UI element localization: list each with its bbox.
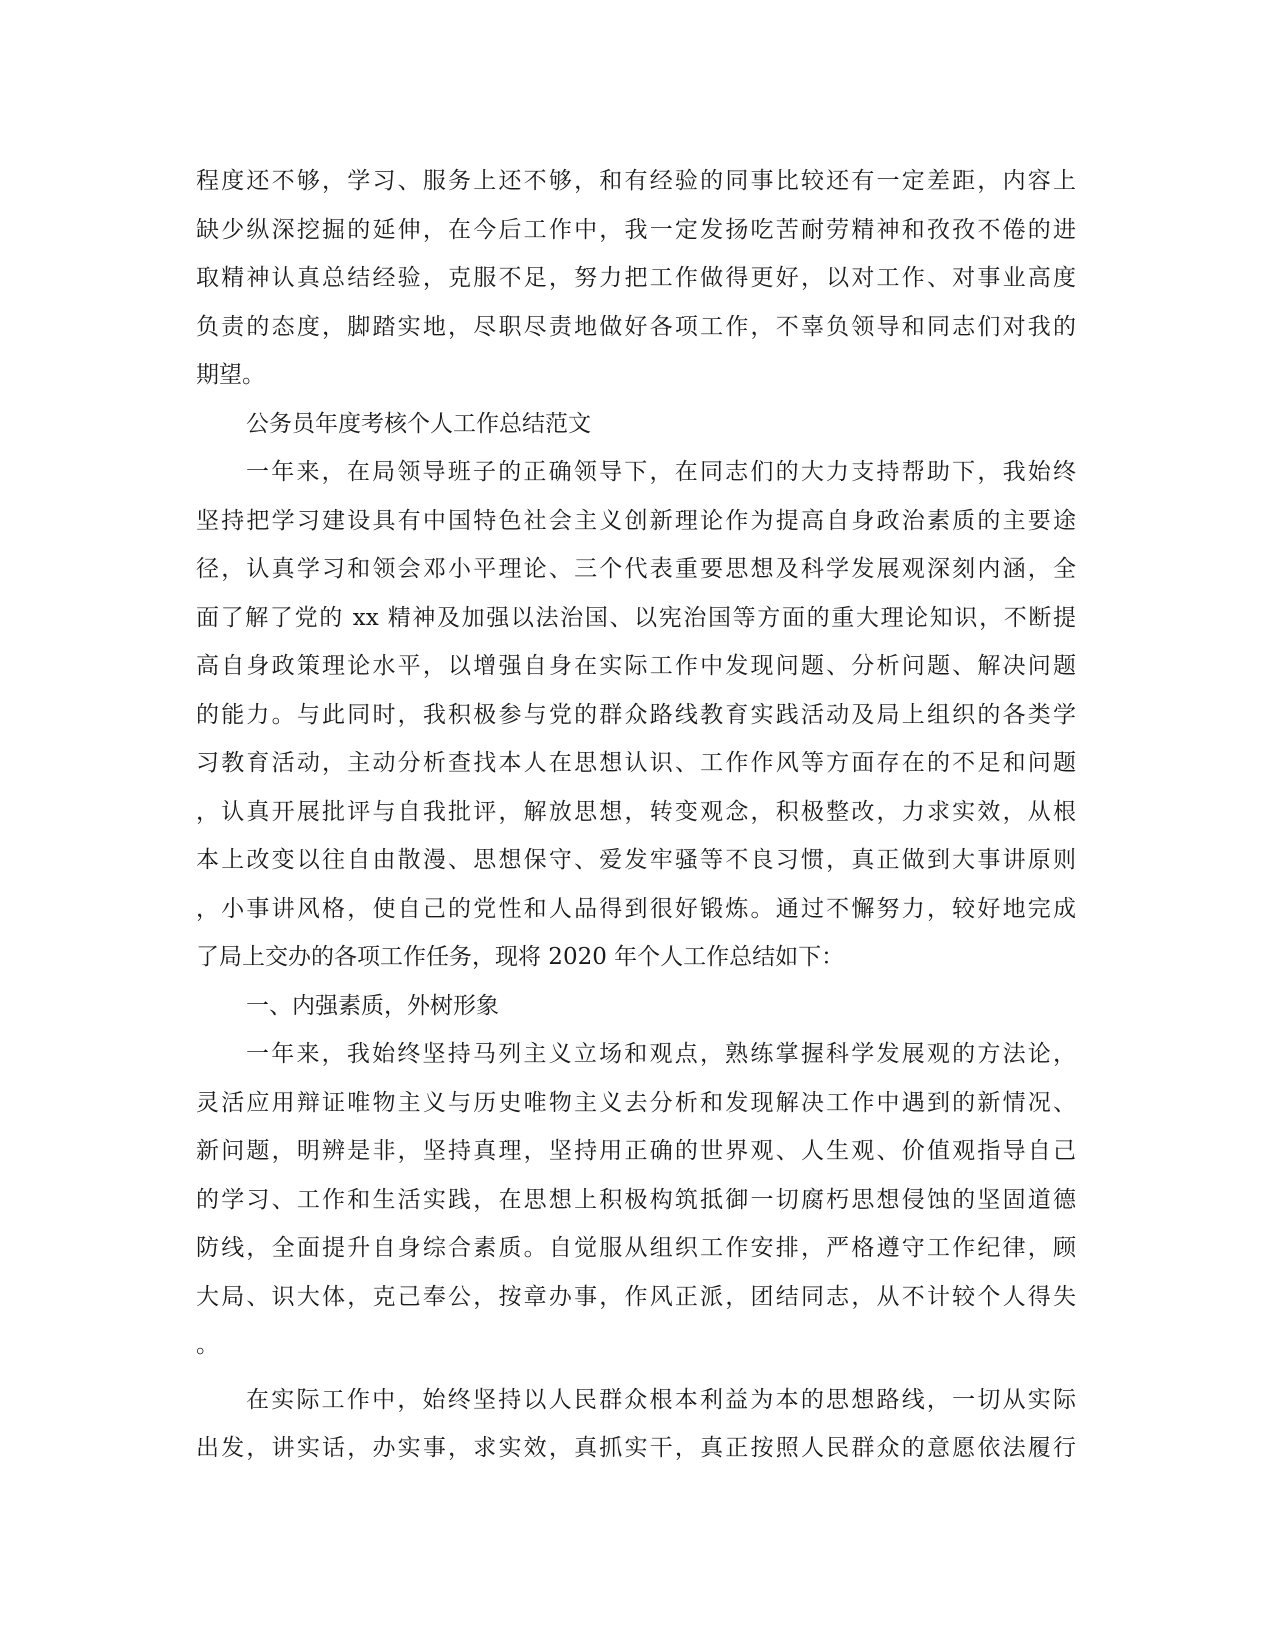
text-line: ，认真开展批评与自我批评，解放思想，转变观念，积极整改，力求实效，从根 — [196, 798, 1076, 825]
text-line: 。 — [196, 1332, 219, 1358]
text-line: 取精神认真总结经验，克服不足，努力把工作做得更好，以对工作、对事业高度 — [196, 265, 1076, 291]
paragraph-continuation — [196, 157, 1076, 400]
text-line: 一年来，在局领导班子的正确领导下，在同志们的大力支持帮助下，我始终 — [246, 459, 1076, 485]
text-line: 期望。 — [196, 362, 265, 388]
section-heading — [196, 982, 1076, 1031]
text-line: 径，认真学习和领会邓小平理论、三个代表重要思想及科学发展观深刻内涵，全 — [196, 556, 1076, 582]
section-heading-text: 一、内强素质，外树形象 — [246, 992, 499, 1019]
text-line: 出发，讲实话，办实事，求实效，真抓实干，真正按照人民群众的意愿依法履行 — [196, 1435, 1076, 1461]
title-text: 公务员年度考核个人工作总结范文 — [246, 410, 591, 437]
paragraph-section-1 — [196, 1030, 1076, 1370]
text-line: 坚持把学习建设具有中国特色社会主义创新理论作为提高自身政治素质的主要途 — [196, 507, 1076, 534]
text-line: 负责的态度，脚踏实地，尽职尽责地做好各项工作，不辜负领导和同志们对我的 — [196, 313, 1076, 340]
text-line: 本上改变以往自由散漫、思想保守、爱发牢骚等不良习惯，真正做到大事讲原则 — [196, 847, 1076, 873]
text-line: 面了解了党的 xx 精神及加强以法治国、以宪治国等方面的重大理论知识，不断提 — [196, 604, 1076, 631]
text-line: 高自身政策理论水平，以增强自身在实际工作中发现问题、分析问题、解决问题 — [196, 653, 1076, 679]
text-line: 缺少纵深挖掘的延伸，在今后工作中，我一定发扬吃苦耐劳精神和孜孜不倦的进 — [196, 216, 1076, 243]
text-line: 新问题，明辨是非，坚持真理，坚持用正确的世界观、人生观、价值观指导自己 — [196, 1138, 1076, 1164]
paragraph-practice — [196, 1376, 1076, 1473]
text-line: 在实际工作中，始终坚持以人民群众根本利益为本的思想路线，一切从实际 — [246, 1386, 1076, 1413]
text-line: 防线，全面提升自身综合素质。自觉服从组织工作安排，严格遵守工作纪律，顾 — [196, 1235, 1076, 1261]
text-line: 的能力。与此同时，我积极参与党的群众路线教育实践活动及局上组织的各类学 — [196, 701, 1076, 728]
text-line: ，小事讲风格，使自己的党性和人品得到很好锻炼。通过不懈努力，较好地完成 — [196, 895, 1076, 922]
text-line: 程度还不够，学习、服务上还不够，和有经验的同事比较还有一定差距，内容上 — [196, 168, 1076, 194]
text-line: 了局上交办的各项工作任务，现将 2020 年个人工作总结如下： — [196, 944, 845, 970]
text-line: 习教育活动，主动分析查找本人在思想认识、工作作风等方面存在的不足和问题 — [196, 750, 1076, 776]
text-line: 大局、识大体，克己奉公，按章办事，作风正派，团结同志，从不计较个人得失 — [196, 1283, 1076, 1310]
document-body — [196, 157, 1076, 1473]
document-title — [196, 400, 1076, 449]
text-line: 一年来，我始终坚持马列主义立场和观点，熟练掌握科学发展观的方法论， — [246, 1041, 1076, 1067]
paragraph-intro — [196, 448, 1076, 982]
text-line: 灵活应用辩证唯物主义与历史唯物主义去分析和发现解决工作中遇到的新情况、 — [196, 1089, 1076, 1116]
text-line: 的学习、工作和生活实践，在思想上积极构筑抵御一切腐朽思想侵蚀的坚固道德 — [196, 1186, 1076, 1213]
